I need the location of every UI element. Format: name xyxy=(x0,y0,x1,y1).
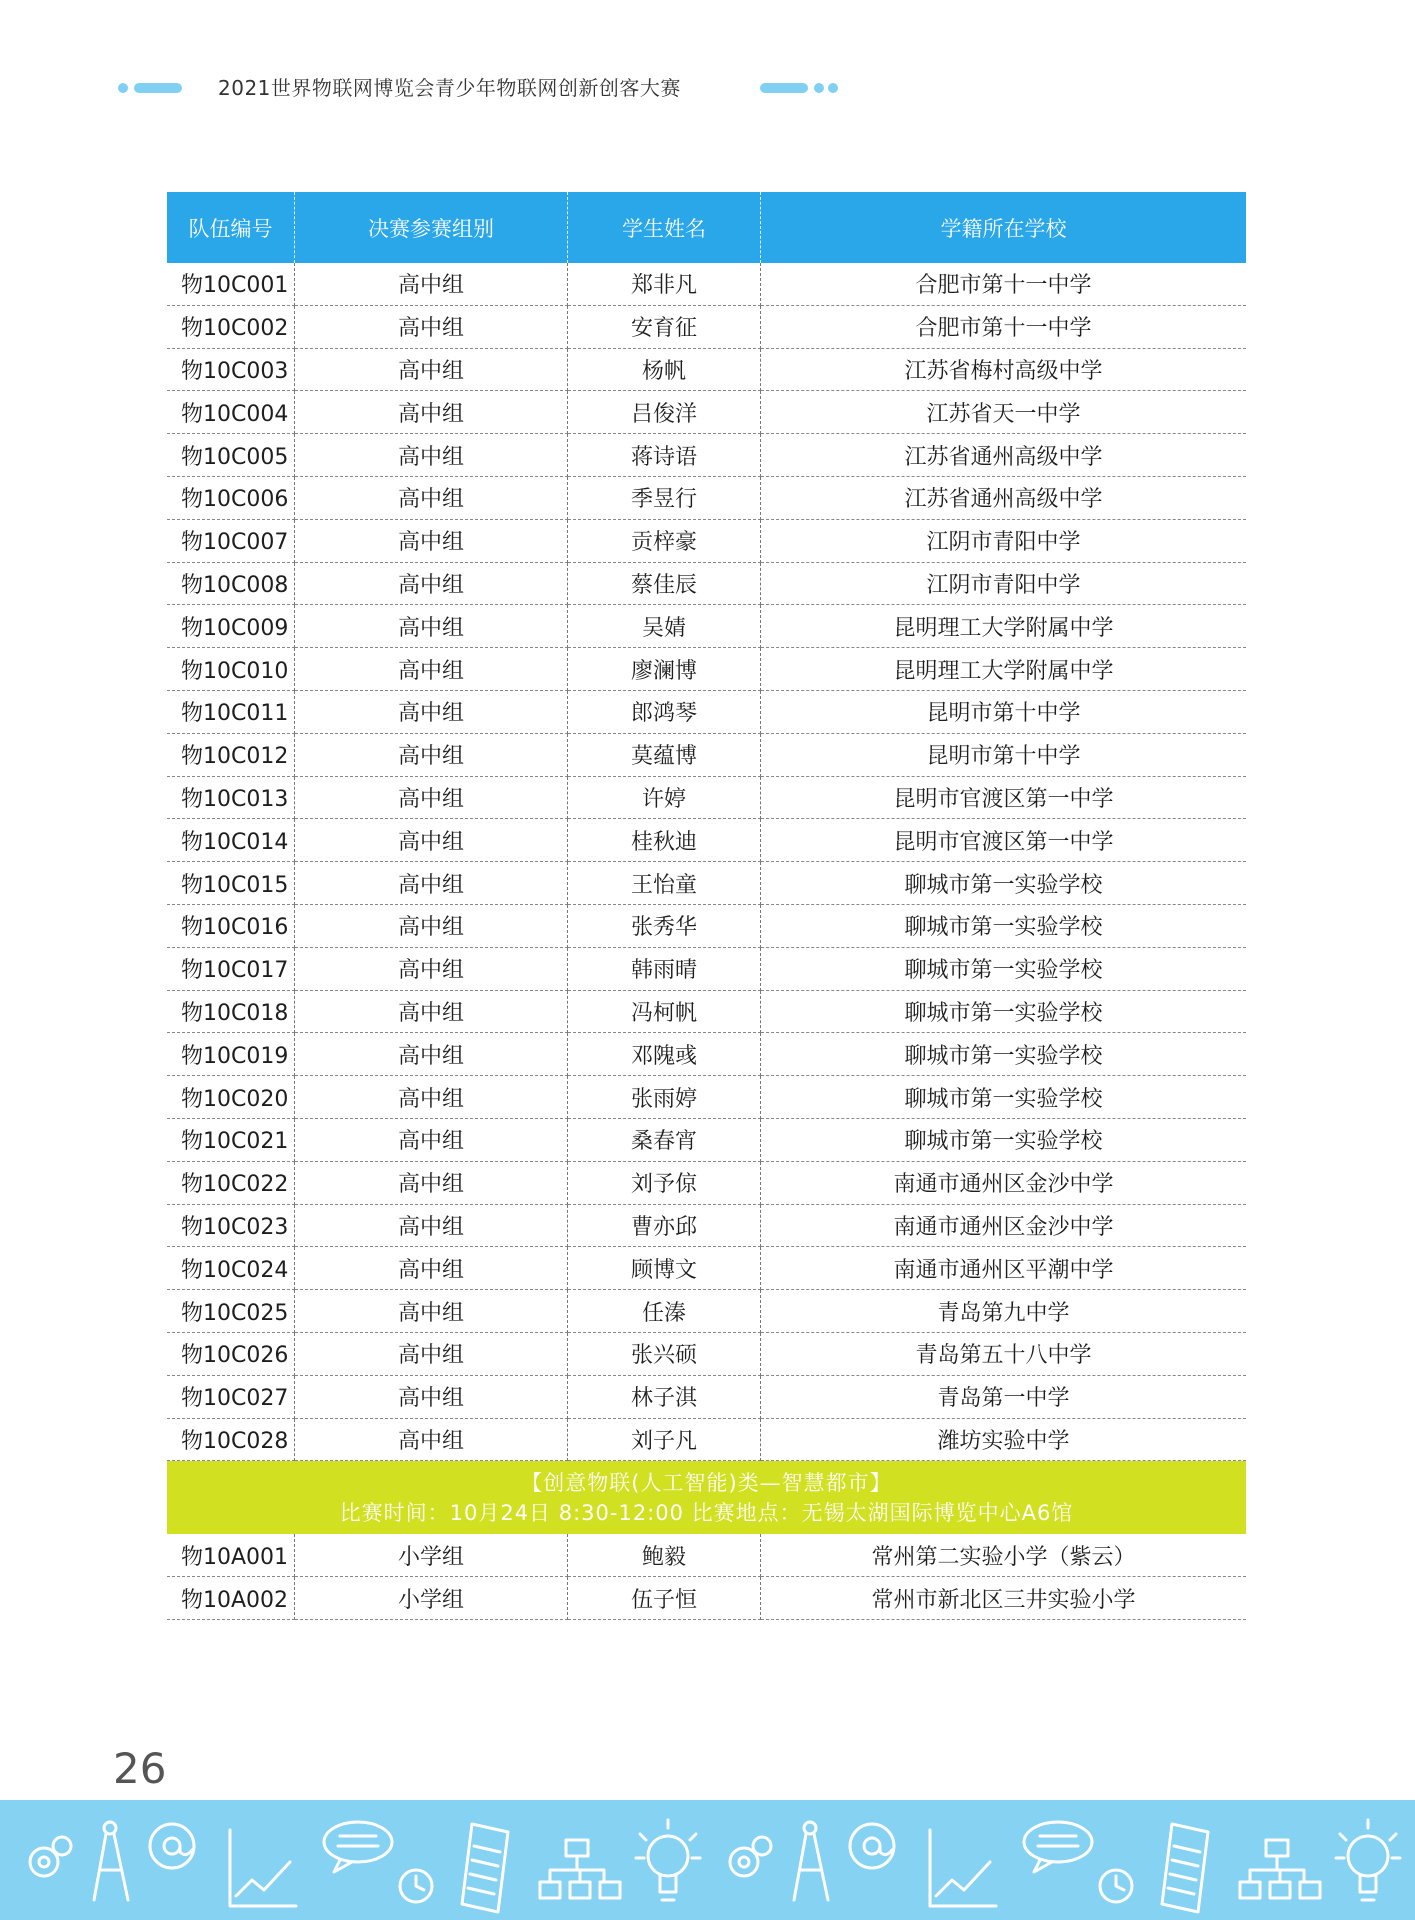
cell-team-id: 物10C002 xyxy=(167,306,295,349)
cell-school: 江阴市青阳中学 xyxy=(761,563,1246,606)
cell-student: 许婷 xyxy=(568,777,761,820)
table-row xyxy=(167,862,1246,905)
cell-student: 郎鸿琴 xyxy=(568,691,761,734)
cell-group: 高中组 xyxy=(295,477,568,520)
cell-student: 韩雨晴 xyxy=(568,948,761,991)
cell-school: 聊城市第一实验学校 xyxy=(761,948,1246,991)
cell-student: 郑非凡 xyxy=(568,263,761,306)
table-row xyxy=(167,1162,1246,1205)
table-body xyxy=(167,263,1246,1461)
cell-team-id: 物10C004 xyxy=(167,391,295,434)
cell-group: 高中组 xyxy=(295,648,568,691)
table-row xyxy=(167,1419,1246,1462)
cell-team-id: 物10C025 xyxy=(167,1290,295,1333)
compass-icon xyxy=(94,1822,128,1900)
cell-school: 昆明市官渡区第一中学 xyxy=(761,819,1246,862)
page-header xyxy=(0,74,1415,102)
cell-school: 昆明市官渡区第一中学 xyxy=(761,777,1246,820)
cell-school: 青岛第一中学 xyxy=(761,1376,1246,1419)
gear-icon xyxy=(30,1837,71,1876)
cell-team-id: 物10C027 xyxy=(167,1376,295,1419)
cell-group: 高中组 xyxy=(295,563,568,606)
cell-student: 桑春宵 xyxy=(568,1119,761,1162)
cell-team-id: 物10C017 xyxy=(167,948,295,991)
table-header xyxy=(167,192,1246,263)
cell-team-id: 物10C005 xyxy=(167,434,295,477)
cell-school: 聊城市第一实验学校 xyxy=(761,1076,1246,1119)
cell-team-id: 物10C014 xyxy=(167,819,295,862)
cell-student: 张兴硕 xyxy=(568,1333,761,1376)
cell-school: 昆明理工大学附属中学 xyxy=(761,605,1246,648)
cell-group: 高中组 xyxy=(295,434,568,477)
table-row xyxy=(167,991,1246,1034)
cell-student: 刘子凡 xyxy=(568,1419,761,1462)
cell-team-id: 物10C010 xyxy=(167,648,295,691)
cell-school: 合肥市第十一中学 xyxy=(761,263,1246,306)
cell-group: 高中组 xyxy=(295,1376,568,1419)
table-row xyxy=(167,1076,1246,1119)
cell-group: 高中组 xyxy=(295,263,568,306)
cell-student: 王怡童 xyxy=(568,862,761,905)
cell-school: 青岛第五十八中学 xyxy=(761,1333,1246,1376)
table-row xyxy=(167,819,1246,862)
clock-icon xyxy=(1100,1870,1132,1902)
cell-team-id: 物10C018 xyxy=(167,991,295,1034)
cell-school: 聊城市第一实验学校 xyxy=(761,905,1246,948)
cell-group: 高中组 xyxy=(295,391,568,434)
cell-student: 刘予倞 xyxy=(568,1162,761,1205)
cell-group: 高中组 xyxy=(295,691,568,734)
cell-team-id: 物10C026 xyxy=(167,1333,295,1376)
cell-group: 高中组 xyxy=(295,777,568,820)
table-body-after xyxy=(167,1534,1246,1620)
table-row xyxy=(167,1205,1246,1248)
cell-school: 南通市通州区金沙中学 xyxy=(761,1205,1246,1248)
cell-group: 高中组 xyxy=(295,1290,568,1333)
flowchart-icon xyxy=(540,1840,620,1898)
footer-icons xyxy=(0,1800,1415,1920)
header-dot-left xyxy=(118,83,128,93)
cell-school: 昆明市第十中学 xyxy=(761,734,1246,777)
cell-group: 高中组 xyxy=(295,991,568,1034)
cell-group: 高中组 xyxy=(295,1033,568,1076)
cell-team-id: 物10A002 xyxy=(167,1577,295,1620)
cell-team-id: 物10C024 xyxy=(167,1247,295,1290)
banner-schedule: 比赛时间：10月24日 8:30-12:00 比赛地点：无锡太湖国际博览中心A6馆 xyxy=(339,1500,1074,1525)
table-row xyxy=(167,477,1246,520)
header-bar-left xyxy=(134,83,182,93)
cell-group: 高中组 xyxy=(295,862,568,905)
at-icon xyxy=(850,1824,894,1868)
cell-team-id: 物10C015 xyxy=(167,862,295,905)
cell-student: 任溱 xyxy=(568,1290,761,1333)
cell-group: 高中组 xyxy=(295,1333,568,1376)
cell-student: 蔡佳辰 xyxy=(568,563,761,606)
table-row xyxy=(167,1290,1246,1333)
cell-group: 高中组 xyxy=(295,1119,568,1162)
banner-category: 【创意物联(人工智能)类—智慧都市】 xyxy=(521,1470,892,1495)
lightbulb-icon xyxy=(636,1820,700,1900)
cell-student: 林子淇 xyxy=(568,1376,761,1419)
cell-school: 昆明市第十中学 xyxy=(761,691,1246,734)
cell-school: 江苏省天一中学 xyxy=(761,391,1246,434)
document-icon xyxy=(462,1824,508,1912)
table-row xyxy=(167,1376,1246,1419)
cell-student: 吴婧 xyxy=(568,605,761,648)
table-row xyxy=(167,1333,1246,1376)
table-row xyxy=(167,1534,1246,1577)
cell-group: 高中组 xyxy=(295,306,568,349)
table-row xyxy=(167,306,1246,349)
cell-group: 高中组 xyxy=(295,905,568,948)
compass-icon xyxy=(794,1822,828,1900)
cell-team-id: 物10C022 xyxy=(167,1162,295,1205)
cell-school: 聊城市第一实验学校 xyxy=(761,1119,1246,1162)
table-row xyxy=(167,349,1246,392)
cell-student: 季昱行 xyxy=(568,477,761,520)
cell-student: 张雨婷 xyxy=(568,1076,761,1119)
cell-student: 吕俊洋 xyxy=(568,391,761,434)
cell-team-id: 物10C008 xyxy=(167,563,295,606)
cell-school: 常州第二实验小学（紫云） xyxy=(761,1534,1246,1577)
table-row xyxy=(167,1033,1246,1076)
column-header-team-id: 队伍编号 xyxy=(167,192,295,263)
cell-group: 高中组 xyxy=(295,520,568,563)
cell-student: 杨帆 xyxy=(568,349,761,392)
cell-team-id: 物10C009 xyxy=(167,605,295,648)
document-icon xyxy=(1162,1824,1208,1912)
cell-student: 张秀华 xyxy=(568,905,761,948)
cell-student: 伍子恒 xyxy=(568,1577,761,1620)
cell-group: 高中组 xyxy=(295,819,568,862)
cell-school: 昆明理工大学附属中学 xyxy=(761,648,1246,691)
cell-team-id: 物10C023 xyxy=(167,1205,295,1248)
cell-group: 小学组 xyxy=(295,1534,568,1577)
cell-group: 高中组 xyxy=(295,1419,568,1462)
table-row xyxy=(167,434,1246,477)
gear-icon xyxy=(730,1837,771,1876)
cell-team-id: 物10C006 xyxy=(167,477,295,520)
table-row xyxy=(167,1577,1246,1620)
table-row xyxy=(167,605,1246,648)
column-header-group: 决赛参赛组别 xyxy=(295,192,568,263)
cell-school: 聊城市第一实验学校 xyxy=(761,991,1246,1034)
cell-student: 莫蕴博 xyxy=(568,734,761,777)
cell-school: 合肥市第十一中学 xyxy=(761,306,1246,349)
cell-team-id: 物10C028 xyxy=(167,1419,295,1462)
header-dot-right-1 xyxy=(814,83,824,93)
cell-student: 桂秋迪 xyxy=(568,819,761,862)
cell-team-id: 物10C016 xyxy=(167,905,295,948)
table-row xyxy=(167,1119,1246,1162)
cell-team-id: 物10C003 xyxy=(167,349,295,392)
header-dot-right-2 xyxy=(828,83,838,93)
cell-group: 高中组 xyxy=(295,605,568,648)
cell-group: 高中组 xyxy=(295,349,568,392)
cell-student: 曹亦邱 xyxy=(568,1205,761,1248)
cell-team-id: 物10C020 xyxy=(167,1076,295,1119)
cell-group: 高中组 xyxy=(295,1247,568,1290)
table-row xyxy=(167,777,1246,820)
table-row xyxy=(167,563,1246,606)
at-icon xyxy=(150,1824,194,1868)
chart-icon xyxy=(930,1830,996,1906)
chart-icon xyxy=(230,1830,296,1906)
cell-school: 聊城市第一实验学校 xyxy=(761,1033,1246,1076)
table-row xyxy=(167,520,1246,563)
table-row xyxy=(167,1247,1246,1290)
cell-student: 贡梓豪 xyxy=(568,520,761,563)
footer-strip xyxy=(0,1800,1415,1920)
cell-team-id: 物10C007 xyxy=(167,520,295,563)
cell-school: 江苏省通州高级中学 xyxy=(761,477,1246,520)
header-title: 2021世界物联网博览会青少年物联网创新创客大赛 xyxy=(218,76,681,100)
cell-school: 南通市通州区金沙中学 xyxy=(761,1162,1246,1205)
roster-table xyxy=(167,192,1246,1620)
table-row xyxy=(167,263,1246,306)
lightbulb-icon xyxy=(1336,1820,1400,1900)
cell-student: 廖澜博 xyxy=(568,648,761,691)
cell-student: 安育征 xyxy=(568,306,761,349)
cell-school: 聊城市第一实验学校 xyxy=(761,862,1246,905)
table-row xyxy=(167,391,1246,434)
table-row xyxy=(167,948,1246,991)
page-number: 26 xyxy=(113,1744,167,1793)
cell-team-id: 物10A001 xyxy=(167,1534,295,1577)
cell-group: 小学组 xyxy=(295,1577,568,1620)
cell-school: 青岛第九中学 xyxy=(761,1290,1246,1333)
cell-student: 鲍毅 xyxy=(568,1534,761,1577)
cell-group: 高中组 xyxy=(295,948,568,991)
cell-school: 潍坊实验中学 xyxy=(761,1419,1246,1462)
cell-school: 江苏省梅村高级中学 xyxy=(761,349,1246,392)
table-row xyxy=(167,734,1246,777)
cell-team-id: 物10C019 xyxy=(167,1033,295,1076)
flowchart-icon xyxy=(1240,1840,1320,1898)
table-row xyxy=(167,905,1246,948)
cell-student: 冯柯帆 xyxy=(568,991,761,1034)
cell-student: 邓隗彧 xyxy=(568,1033,761,1076)
clock-icon xyxy=(400,1870,432,1902)
table-row xyxy=(167,648,1246,691)
table-row xyxy=(167,691,1246,734)
speech-icon xyxy=(1024,1822,1092,1872)
cell-school: 常州市新北区三井实验小学 xyxy=(761,1577,1246,1620)
cell-team-id: 物10C013 xyxy=(167,777,295,820)
cell-team-id: 物10C001 xyxy=(167,263,295,306)
cell-student: 蒋诗语 xyxy=(568,434,761,477)
cell-school: 江苏省通州高级中学 xyxy=(761,434,1246,477)
cell-group: 高中组 xyxy=(295,1076,568,1119)
cell-team-id: 物10C021 xyxy=(167,1119,295,1162)
cell-team-id: 物10C011 xyxy=(167,691,295,734)
cell-school: 江阴市青阳中学 xyxy=(761,520,1246,563)
speech-icon xyxy=(324,1822,392,1872)
cell-student: 顾博文 xyxy=(568,1247,761,1290)
column-header-school: 学籍所在学校 xyxy=(940,216,1067,241)
cell-group: 高中组 xyxy=(295,1205,568,1248)
cell-team-id: 物10C012 xyxy=(167,734,295,777)
header-bar-right xyxy=(760,83,808,93)
column-header-student: 学生姓名 xyxy=(568,192,761,263)
cell-school: 南通市通州区平潮中学 xyxy=(761,1247,1246,1290)
category-banner xyxy=(167,1461,1246,1534)
cell-group: 高中组 xyxy=(295,1162,568,1205)
cell-group: 高中组 xyxy=(295,734,568,777)
